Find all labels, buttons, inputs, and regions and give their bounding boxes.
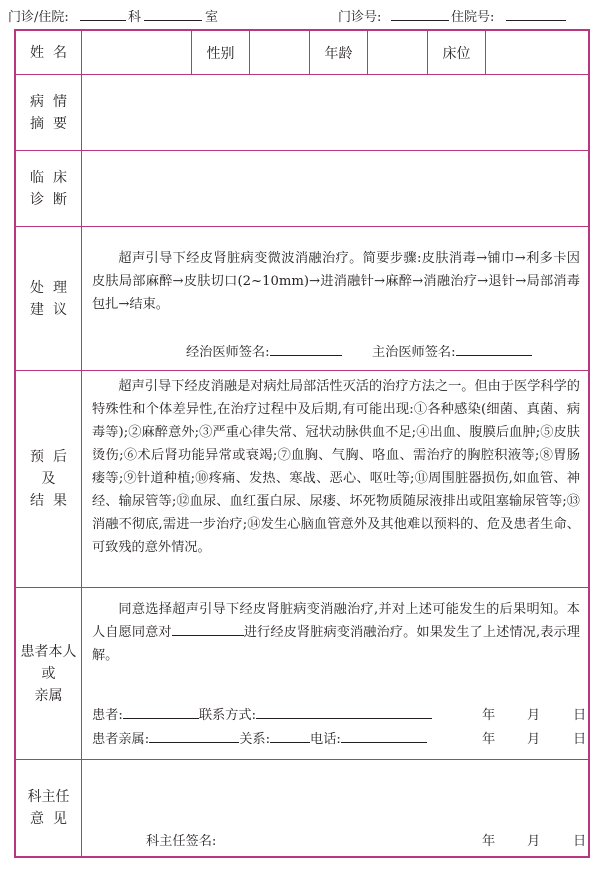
age-field[interactable] xyxy=(368,31,428,74)
consent-label: 患者本人 或 亲属 xyxy=(16,588,82,759)
patient-signature-line: 患者: 联系方式: xyxy=(92,704,432,723)
patient-info-row xyxy=(16,31,588,75)
consent-text: 同意选择超声引导下经皮肾脏病变消融治疗,并对上述可能发生的后果明知。本人自愿同意对 进行经皮肾脏病变消融治疗。如果发生了上述情况,表示理解。 xyxy=(92,602,580,663)
clinic-label: 门诊/住院: xyxy=(8,10,69,25)
patient-date-day: 日 xyxy=(573,708,587,723)
room-suffix: 室 xyxy=(205,10,219,25)
relative-date-day: 日 xyxy=(573,732,587,747)
diagnosis-field[interactable] xyxy=(82,151,588,226)
outpatient-no-field[interactable] xyxy=(391,6,449,25)
consent-content xyxy=(82,588,588,759)
bed-field[interactable] xyxy=(486,31,588,74)
director-content xyxy=(82,760,588,856)
inpatient-no-label: 住院号: xyxy=(451,10,495,25)
treatment-content xyxy=(82,227,588,370)
consent-subject-field[interactable] xyxy=(172,621,244,636)
sex-field[interactable] xyxy=(250,31,310,74)
diagnosis-label: 临 床 诊 断 xyxy=(16,151,82,226)
director-row xyxy=(16,760,588,856)
treatment-label: 处 理 建 议 xyxy=(16,227,82,370)
patient-signature-field[interactable] xyxy=(123,704,199,719)
form-header xyxy=(8,6,592,26)
inpatient-no-field[interactable] xyxy=(506,6,566,25)
department-field[interactable] xyxy=(80,6,126,25)
doctor-signature: 经治医师签名: xyxy=(186,341,342,360)
prognosis-content xyxy=(82,371,588,587)
consent-form xyxy=(14,29,590,858)
diagnosis-row xyxy=(16,151,588,227)
patient-date-year: 年 xyxy=(482,708,496,723)
director-label: 科主任 意 见 xyxy=(16,760,82,856)
name-field[interactable] xyxy=(82,31,192,74)
patient-date-month: 月 xyxy=(527,708,541,723)
bed-label: 床位 xyxy=(428,31,486,74)
doctor-signature-field[interactable] xyxy=(270,341,342,356)
director-signature-label: 科主任签名: xyxy=(146,834,217,849)
relative-date-month: 月 xyxy=(527,732,541,747)
director-signature-field[interactable] xyxy=(230,830,430,848)
summary-label: 病 情 摘 要 xyxy=(16,75,82,150)
prognosis-text: 超声引导下经皮消融是对病灶局部活性灭活的治疗方法之一。但由于医学科学的特殊性和个体差异性,在治疗过程中及后期,有可能出现:①各种感染(细菌、真菌、病毒等);②麻醉意外;③严重心律失常、冠状动脉供血不足;④出血、腹膜后血肿;⑤皮肤烫伤;⑥术后肾功能异常或衰竭;⑦血胸、气胸、咯血、需治疗的胸腔积液等;⑧胃肠瘘等;⑨针道种植;⑩疼痛、发热、寒战、恶心、呕吐等;⑪周围脏器损伤,如血管、神经、输尿管等;⑫血尿、血红蛋白尿、尿瘘、坏死物质随尿液排出或阻塞输尿管等;⑬消融不彻底,需进一步治疗;⑭发生心脑血管意外及其他难以预料的、危及患者生命、可致残的意外情况。 xyxy=(92,379,580,555)
outpatient-no-label: 门诊号: xyxy=(338,10,382,25)
age-label: 年龄 xyxy=(310,31,368,74)
summary-field[interactable] xyxy=(82,75,588,150)
name-label: 姓 名 xyxy=(16,31,82,74)
relative-date-year: 年 xyxy=(482,732,496,747)
sex-label: 性别 xyxy=(192,31,250,74)
contact-field[interactable] xyxy=(256,704,432,719)
prognosis-row xyxy=(16,371,588,588)
summary-row xyxy=(16,75,588,151)
consent-row xyxy=(16,588,588,760)
dept-suffix: 科 xyxy=(128,10,142,25)
prognosis-label: 预 后 及 结 果 xyxy=(16,371,82,587)
director-date-month: 月 xyxy=(527,834,541,849)
director-date-day: 日 xyxy=(573,834,587,849)
treatment-row xyxy=(16,227,588,371)
director-date-year: 年 xyxy=(482,834,496,849)
relation-field[interactable] xyxy=(270,728,310,743)
phone-field[interactable] xyxy=(341,728,427,743)
treatment-text: 超声引导下经皮肾脏病变微波消融治疗。简要步骤:皮肤消毒→铺巾→利多卡因皮肤局部麻醉→皮肤切口(2~10mm)→进消融针→麻醉→消融治疗→退针→局部消毒包扎→结束。 xyxy=(92,251,580,312)
room-field[interactable] xyxy=(144,6,202,25)
relative-signature-line: 患者亲属: 关系: 电话: xyxy=(92,728,427,747)
attending-signature-field[interactable] xyxy=(456,341,532,356)
relative-signature-field[interactable] xyxy=(149,728,239,743)
attending-signature: 主治医师签名: xyxy=(372,341,532,360)
